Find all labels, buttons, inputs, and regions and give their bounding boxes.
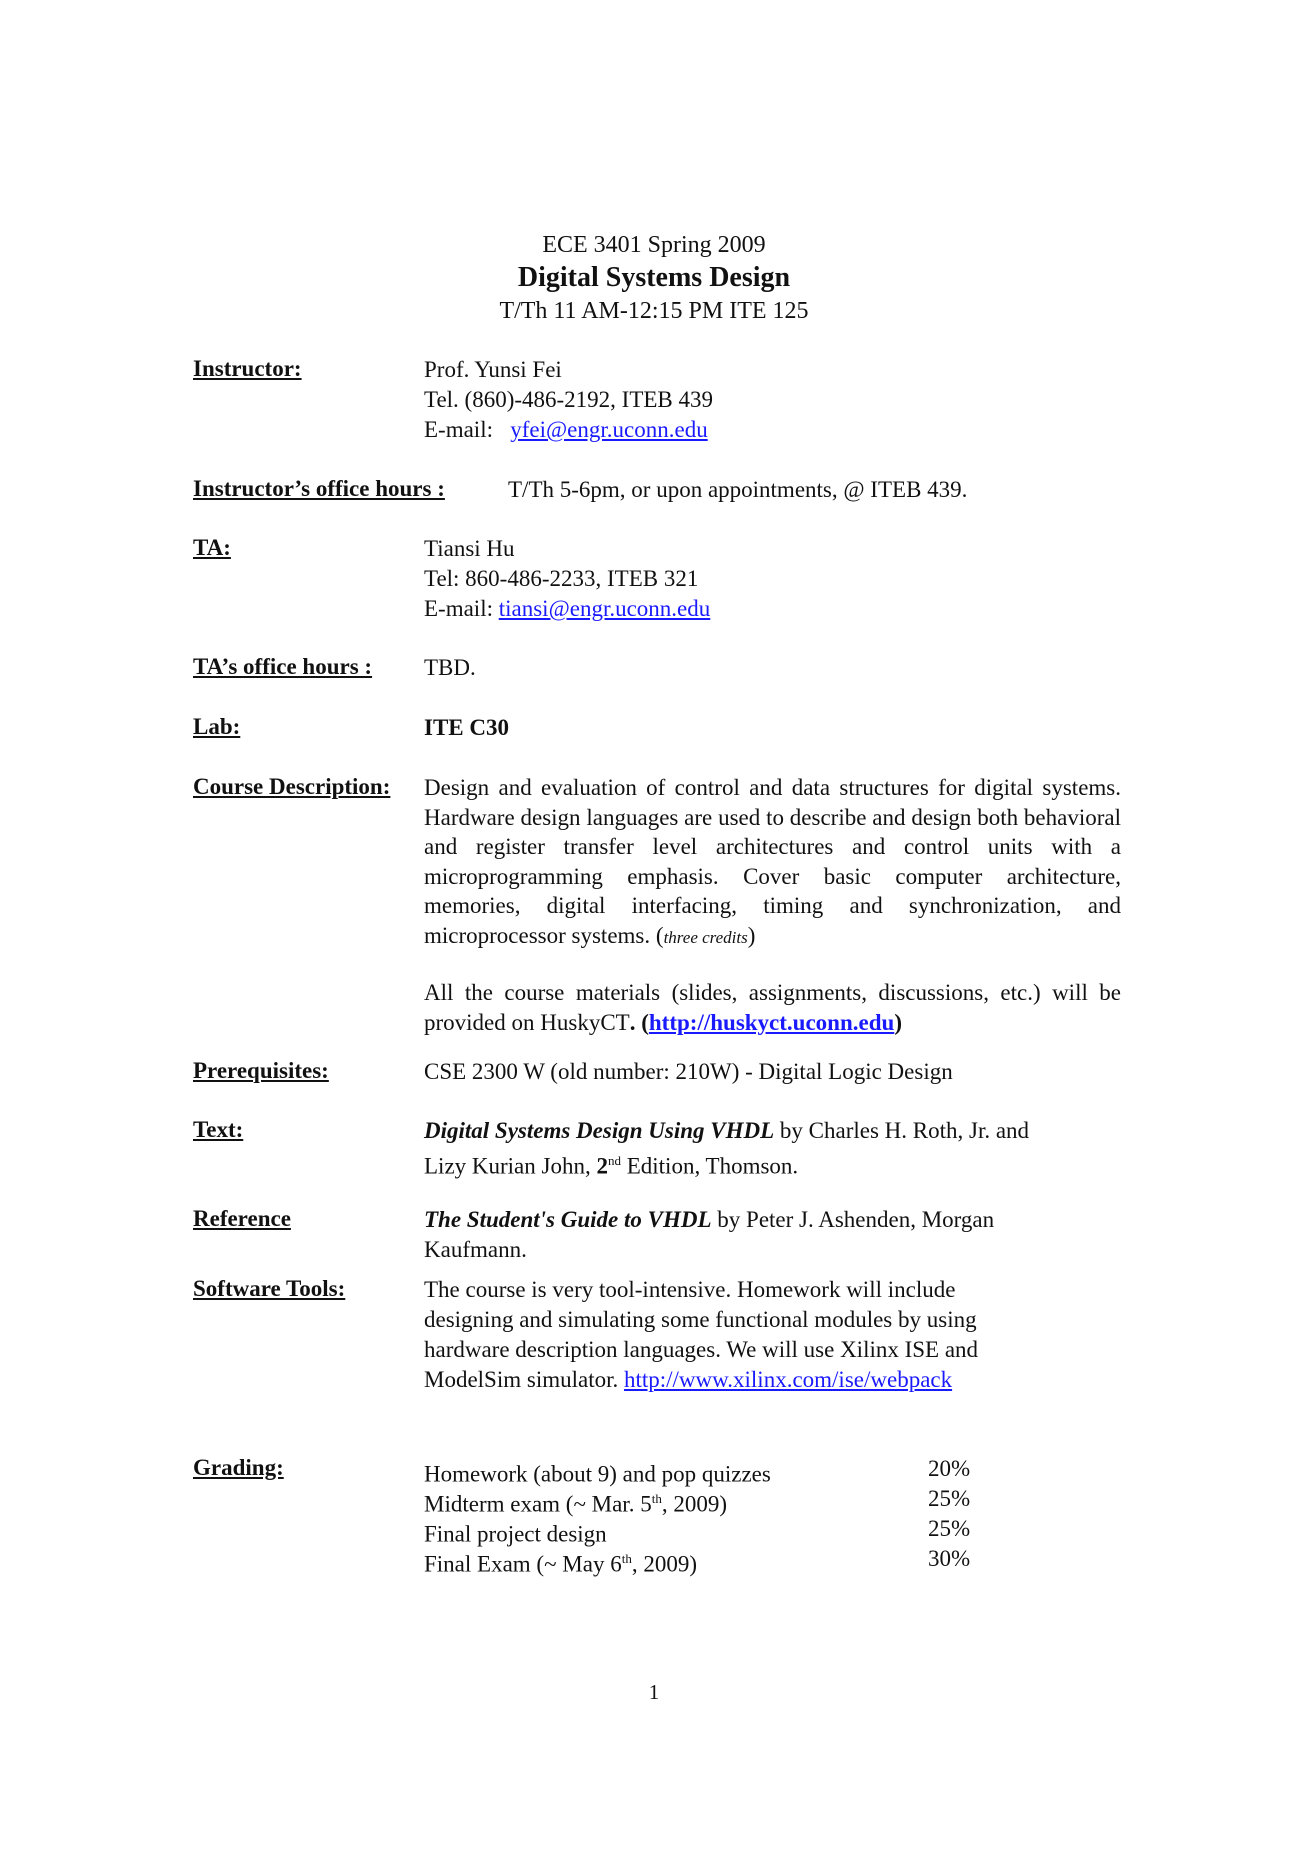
prerequisites-value: CSE 2300 W (old number: 210W) - Digital Logic Design [424,1059,953,1084]
software-line-3: hardware description languages. We will use Xilinx ISE and [424,1337,979,1362]
software-line-2: designing and simulating some functional modules by using [424,1307,977,1332]
ta-label: TA: [193,535,231,560]
instructor-name: Prof. Yunsi Fei [424,357,562,382]
software-tools-label: Software Tools: [193,1276,346,1301]
reference-line-1: The Student's Guide to VHDL by Peter J. Ashenden, Morgan [424,1207,995,1232]
huskyct-link[interactable]: http://huskyct.uconn.edu [648,1009,895,1035]
course-title: Digital Systems Design [517,262,791,293]
software-line-4: ModelSim simulator. http://www.xilinx.com/ise/webpack [424,1367,953,1392]
text-line-2: Lizy Kurian John, 2nd Edition, Thomson. [424,1153,799,1179]
instructor-email-line [424,415,708,445]
grading-label: Grading: [193,1455,284,1480]
ta-hours-value: TBD. [424,655,476,680]
grading-pct-final: 30% [928,1546,971,1571]
lab-value: ITE C30 [424,715,509,740]
reference-line-2: Kaufmann. [424,1237,527,1262]
textbook-title: Digital Systems Design Using VHDL [424,1118,775,1143]
reference-label: Reference [193,1206,291,1231]
grading-item-homework: Homework (about 9) and pop quizzes [424,1461,771,1487]
credits-note: three credits [663,927,748,947]
course-materials-text: All the course materials (slides, assignments, discussions, etc.) will be provided on HuskyCT. (http://huskyct.uconn.edu) [424,980,1121,1035]
instructor-label: Instructor: [193,356,302,381]
reference-title: The Student's Guide to VHDL [424,1207,712,1232]
page-number: 1 [648,1680,660,1704]
instructor-email-link[interactable]: yfei@engr.uconn.edu [510,417,708,442]
course-description-text: Design and evaluation of control and data structures for digital systems. Hardware design languages are used to describe and design both behavioral and register transfer level architectures and control units with a microprogramming emphasis. Cover basic computer architecture, memories, digital interfacing, timing and synchronization, and microprocessor systems. (three credits) [424,775,1121,948]
grading-pct-project: 25% [928,1516,971,1541]
course-description-label: Course Description: [193,774,391,799]
ta-email-link[interactable]: tiansi@engr.uconn.edu [498,596,711,621]
course-code: ECE 3401 Spring 2009 [542,232,766,258]
ta-name: Tiansi Hu [424,536,515,561]
instructor-hours-label: Instructor’s office hours : [193,476,445,501]
course-schedule: T/Th 11 AM-12:15 PM ITE 125 [499,298,809,324]
grading-pct-midterm: 25% [928,1486,971,1511]
text-line-1: Digital Systems Design Using VHDL by Charles H. Roth, Jr. and [424,1118,1030,1143]
ta-email-line [424,594,710,624]
software-line-1: The course is very tool-intensive. Homework will include [424,1277,956,1302]
lab-label: Lab: [193,714,241,739]
instructor-email-prefix: E-mail: [424,417,493,442]
text-label: Text: [193,1117,244,1142]
grading-pct-homework: 20% [928,1456,971,1481]
instructor-tel: Tel. (860)-486-2192, ITEB 439 [424,387,714,412]
grading-item-project: Final project design [424,1521,607,1547]
prerequisites-label: Prerequisites: [193,1058,329,1083]
ta-email-prefix: E-mail: [424,596,493,621]
ta-tel: Tel: 860-486-2233, ITEB 321 [424,566,699,591]
grading-item-final: Final Exam (~ May 6th, 2009) [424,1551,697,1577]
course-description-body: Design and evaluation of control and data structures for digital systems. Hardware design languages are used to describe and design both behavioral and register transfer level architectures and control units with a microprogramming emphasis. Cover basic computer architecture, memories, digital interfacing, timing and synchronization, and microprocessor systems. [424,775,1121,948]
grading-item-midterm: Midterm exam (~ Mar. 5th, 2009) [424,1491,727,1517]
instructor-hours-value: T/Th 5-6pm, or upon appointments, @ ITEB 439. [508,477,968,502]
xilinx-link[interactable]: http://www.xilinx.com/ise/webpack [623,1367,953,1392]
ta-hours-label: TA’s office hours : [193,654,373,679]
